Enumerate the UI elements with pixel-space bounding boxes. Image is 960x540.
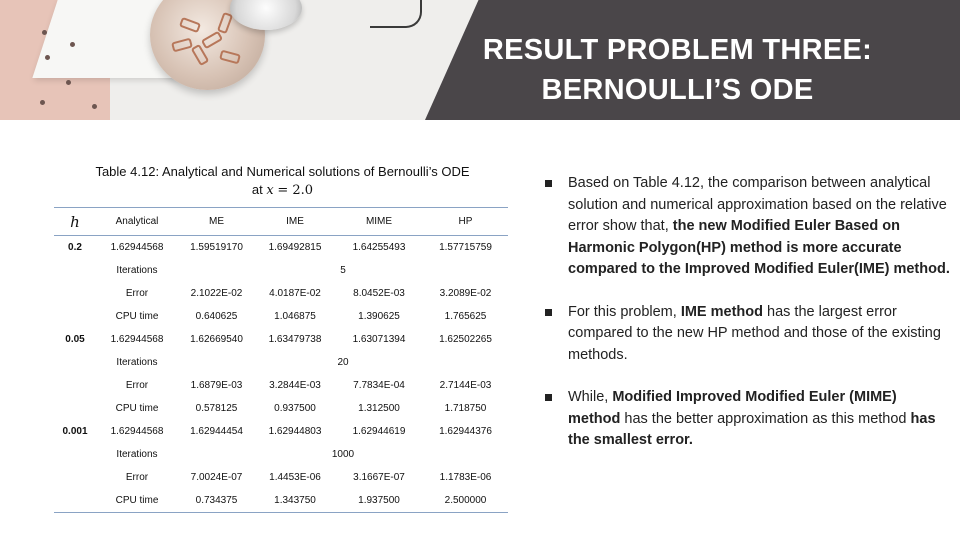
table-cell: 1.6879E-03 (190, 380, 243, 391)
decorative-dot (70, 42, 75, 47)
table-cell: 0.734375 (178, 489, 255, 513)
row-label: Iterations (116, 265, 158, 276)
table-row-cpu-time (54, 305, 508, 328)
decorative-dot (45, 55, 50, 60)
table-caption-at: at (251, 182, 263, 197)
square-bullet-icon (545, 309, 552, 316)
bullet-text: While, (568, 389, 613, 405)
table-cell: 2.500000 (423, 489, 508, 513)
table-row-error (54, 466, 508, 489)
table-cell: 3.2844E-03 (269, 380, 321, 391)
table-cell: 1.046875 (274, 311, 316, 322)
table-row-error (54, 374, 508, 397)
table-cell: 1.312500 (358, 403, 400, 414)
table-cell: 1.63071394 (352, 334, 406, 345)
iterations-value: 1000 (331, 449, 355, 460)
bullet-item (545, 302, 950, 367)
header-photo-banner (0, 0, 960, 120)
table-cell: 1.62944619 (352, 426, 406, 437)
table-cell: 1.62669540 (190, 334, 243, 345)
iterations-value: 20 (337, 357, 349, 368)
row-label: CPU time (115, 403, 159, 414)
table-row-iterations (54, 443, 508, 466)
table-cell: 1.62502265 (439, 334, 492, 345)
table-cell: 8.0452E-03 (353, 288, 405, 299)
table-cell: 1.57715759 (439, 242, 492, 253)
table-cell: 0.640625 (195, 311, 238, 322)
table-row-iterations (54, 351, 508, 374)
table-caption-variable: x (266, 183, 274, 198)
row-label: Error (125, 288, 149, 299)
row-label: Error (125, 380, 149, 391)
table-cell: 2.7144E-03 (439, 380, 492, 391)
bullet-text-bold: has the smallest error. (568, 410, 936, 448)
square-bullet-icon (545, 394, 552, 401)
row-label: Iterations (116, 449, 158, 460)
table-cell: 1.62944803 (268, 426, 322, 437)
header-h: h (54, 208, 96, 236)
table-cell: 2.1022E-02 (190, 288, 243, 299)
table-cell: 4.0187E-02 (269, 288, 321, 299)
decorative-dot (40, 100, 45, 105)
table-cell: 1.69492815 (268, 242, 322, 253)
table-cell: 3.2089E-02 (439, 288, 492, 299)
table-cell: 1.64255493 (352, 242, 406, 253)
step-size-cell: 0.001 (62, 426, 88, 437)
table-caption-label: Table 4.12: (95, 164, 160, 179)
table-cell: 1.1783E-06 (439, 472, 492, 483)
table-cell: 1.62944454 (190, 426, 243, 437)
table-row-iterations (54, 259, 508, 282)
header-ime: IME (255, 208, 335, 236)
table-cell: 1.4453E-06 (269, 472, 321, 483)
bullet-text: has the better approximation as this method (620, 410, 911, 427)
table-cell: 1.62944376 (439, 426, 492, 437)
results-table (54, 207, 508, 513)
bullet-list (545, 173, 950, 473)
table-cell: 1.937500 (335, 489, 423, 513)
row-label: Iterations (116, 357, 158, 368)
table-cell: 1.765625 (444, 311, 487, 322)
table-row-solution (54, 328, 508, 351)
decorative-wire (370, 0, 422, 28)
slide-title (440, 30, 915, 110)
table-row-solution (54, 236, 508, 260)
table-cell: 1.718750 (444, 403, 487, 414)
bullet-text-bold: Modified Improved Modified Euler (MIME) method (568, 389, 897, 427)
table-cell: 1.62944568 (110, 334, 164, 345)
row-label: CPU time (96, 489, 178, 513)
row-label: CPU time (115, 311, 159, 322)
decorative-dot (92, 104, 97, 109)
table-cell: 3.1667E-07 (353, 472, 405, 483)
table-cell: 1.59519170 (190, 242, 243, 253)
header-hp: HP (423, 208, 508, 236)
table-caption-value: = 2.0 (277, 183, 314, 198)
table-cell: 1.62944568 (110, 426, 164, 437)
table-cell: 1.390625 (358, 311, 400, 322)
row-label: Error (125, 472, 149, 483)
slide-title-line2: BERNOULLI’S ODE (541, 74, 814, 106)
bullet-text: For this problem, (568, 303, 681, 320)
slide-title-line1: RESULT PROBLEM THREE: (482, 34, 873, 66)
step-size-cell: 0.05 (65, 334, 85, 345)
table-cell: 1.62944568 (110, 242, 164, 253)
table-cell: 0.937500 (274, 403, 316, 414)
step-size-cell: 0.2 (68, 242, 82, 253)
bullet-item (545, 173, 950, 281)
iterations-value: 5 (340, 265, 346, 276)
bullet-text-bold: IME method (680, 303, 763, 320)
header-analytical: Analytical (96, 208, 178, 236)
header-mime: MIME (335, 208, 423, 236)
table-row-solution (54, 420, 508, 443)
bullet-item (545, 387, 950, 452)
square-bullet-icon (545, 180, 552, 187)
decorative-dot (66, 80, 71, 85)
table-cell: 1.63479738 (268, 334, 322, 345)
bullet-text: Based on Table 4.12, the comparison between analytical solution and numerical approximation based on the relative error show that, (568, 175, 947, 234)
bullet-text: has the largest error compared to the new HP method and those of the existing methods. (568, 303, 941, 363)
table-row-cpu-time (54, 397, 508, 420)
header-me: ME (178, 208, 255, 236)
table-row-cpu-time (54, 489, 508, 513)
table-caption (55, 163, 510, 200)
table-cell: 7.0024E-07 (190, 472, 243, 483)
decorative-dot (42, 30, 47, 35)
table-cell: 1.343750 (255, 489, 335, 513)
table-caption-text: Analytical and Numerical solutions of Bernoulli’s ODE (161, 164, 470, 179)
table-cell: 7.7834E-04 (353, 380, 405, 391)
table-row-error (54, 282, 508, 305)
bullet-text-bold: the new Modified Euler Based on Harmonic Polygon(HP) method is more accurate compared to the Improved Modified Euler(IME) method. (568, 218, 950, 277)
table-header-row (54, 208, 508, 236)
table-cell: 0.578125 (195, 403, 238, 414)
